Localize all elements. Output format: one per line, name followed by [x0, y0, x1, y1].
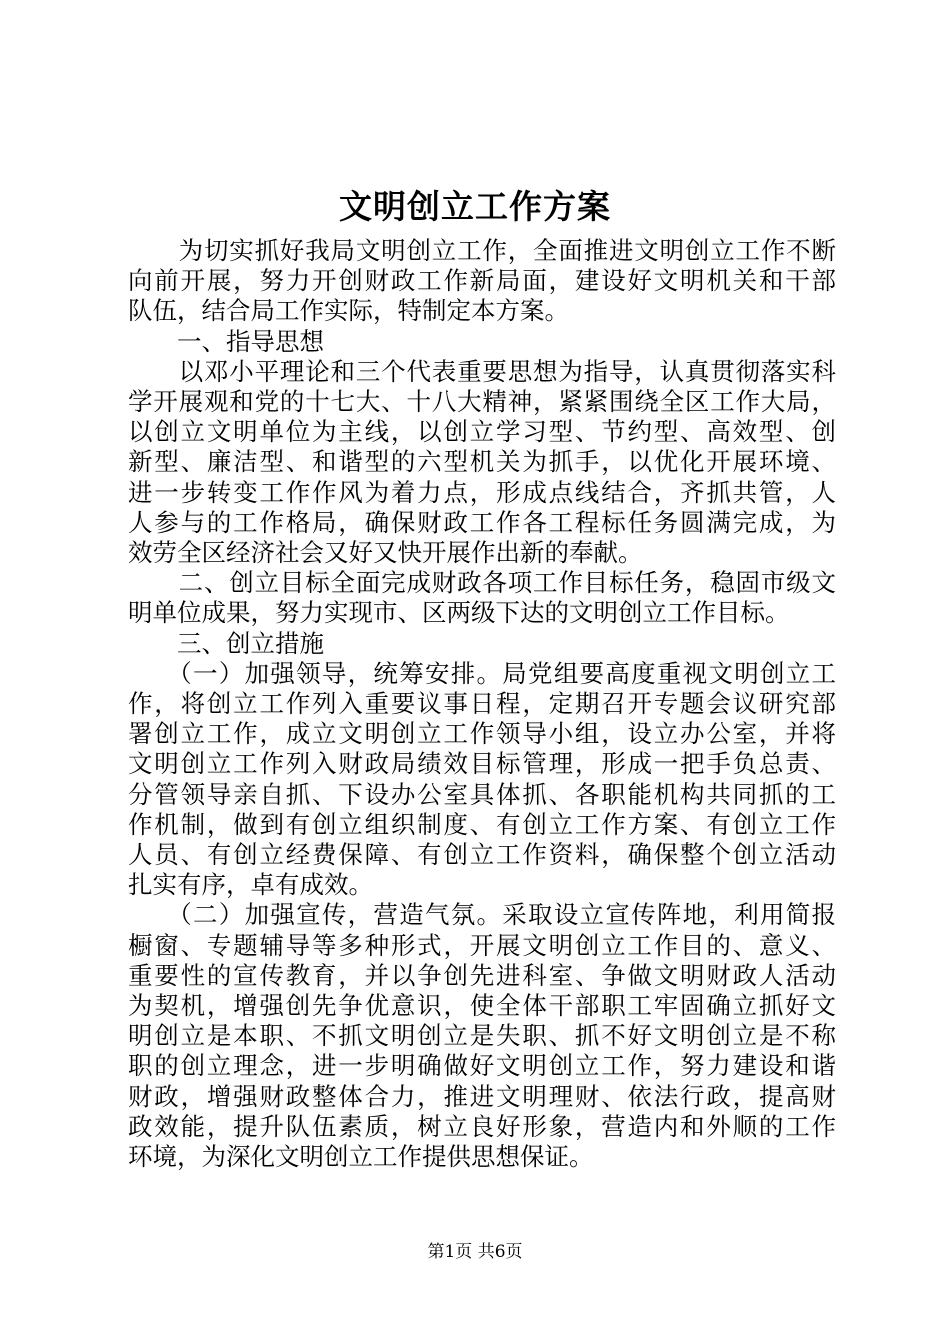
- body-line: 明创立是本职、不抓文明创立是失职、抓不好文明创立是不称: [128, 1021, 836, 1051]
- body-line: 署创立工作，成立文明创立工作领导小组，设立办公室，并将: [128, 719, 836, 749]
- body-line: 二、创立目标全面完成财政各项工作目标任务，稳固市级文: [128, 568, 836, 598]
- body-line: 重要性的宣传教育，并以争创先进科室、争做文明财政人活动: [128, 960, 836, 990]
- body-line: 职的创立理念，进一步明确做好文明创立工作，努力建设和谐: [128, 1051, 836, 1081]
- body-line: 人员、有创立经费保障、有创立工作资料，确保整个创立活动: [128, 840, 836, 870]
- body-line: 三、创立措施: [128, 628, 324, 658]
- body-line: 队伍，结合局工作实际，特制定本方案。: [128, 296, 569, 326]
- body-line: 作机制，做到有创立组织制度、有创立工作方案、有创立工作: [128, 809, 836, 839]
- body-line: 文明创立工作列入财政局绩效目标管理，形成一把手负总责、: [128, 749, 836, 779]
- body-line: 人参与的工作格局，确保财政工作各工程标任务圆满完成，为: [128, 507, 836, 537]
- body-line: 一、指导思想: [128, 326, 324, 356]
- body-line: （一）加强领导，统筹安排。局党组要高度重视文明创立工: [128, 658, 836, 688]
- body-line: 财政，增强财政整体合力，推进文明理财、依法行政，提高财: [128, 1081, 836, 1111]
- body-line: 向前开展，努力开创财政工作新局面，建设好文明机关和干部: [128, 266, 836, 296]
- body-line: 新型、廉洁型、和谐型的六型机关为抓手，以优化开展环境、: [128, 447, 836, 477]
- body-line: 明单位成果，努力实现市、区两级下达的文明创立工作目标。: [128, 598, 790, 628]
- document-title: 文明创立工作方案: [339, 187, 611, 226]
- body-line: （二）加强宣传，营造气氛。采取设立宣传阵地，利用简报: [128, 900, 836, 930]
- page-footer: 第1页 共6页: [427, 1242, 523, 1262]
- body-line: 政效能，提升队伍素质，树立良好形象，营造内和外顺的工作: [128, 1111, 836, 1141]
- body-line: 橱窗、专题辅导等多种形式，开展文明创立工作目的、意义、: [128, 930, 836, 960]
- body-line: 进一步转变工作作风为着力点，形成点线结合，齐抓共管，人: [128, 477, 836, 507]
- body-line: 效劳全区经济社会又好又快开展作出新的奉献。: [128, 538, 643, 568]
- body-line: 作，将创立工作列入重要议事日程，定期召开专题会议研究部: [128, 689, 836, 719]
- body-line: 分管领导亲自抓、下设办公室具体抓、各职能机构共同抓的工: [128, 779, 836, 809]
- body-line: 环境，为深化文明创立工作提供思想保证。: [128, 1142, 594, 1172]
- document-body: [128, 236, 836, 1172]
- body-line: 以创立文明单位为主线，以创立学习型、节约型、高效型、创: [128, 417, 836, 447]
- body-line: 以邓小平理论和三个代表重要思想为指导，认真贯彻落实科: [128, 356, 836, 386]
- body-line: 扎实有序，卓有成效。: [128, 870, 373, 900]
- body-line: 学开展观和党的十七大、十八大精神，紧紧围绕全区工作大局，: [128, 387, 836, 417]
- body-line: 为契机，增强创先争优意识，使全体干部职工牢固确立抓好文: [128, 991, 836, 1021]
- body-line: 为切实抓好我局文明创立工作，全面推进文明创立工作不断: [128, 236, 836, 265]
